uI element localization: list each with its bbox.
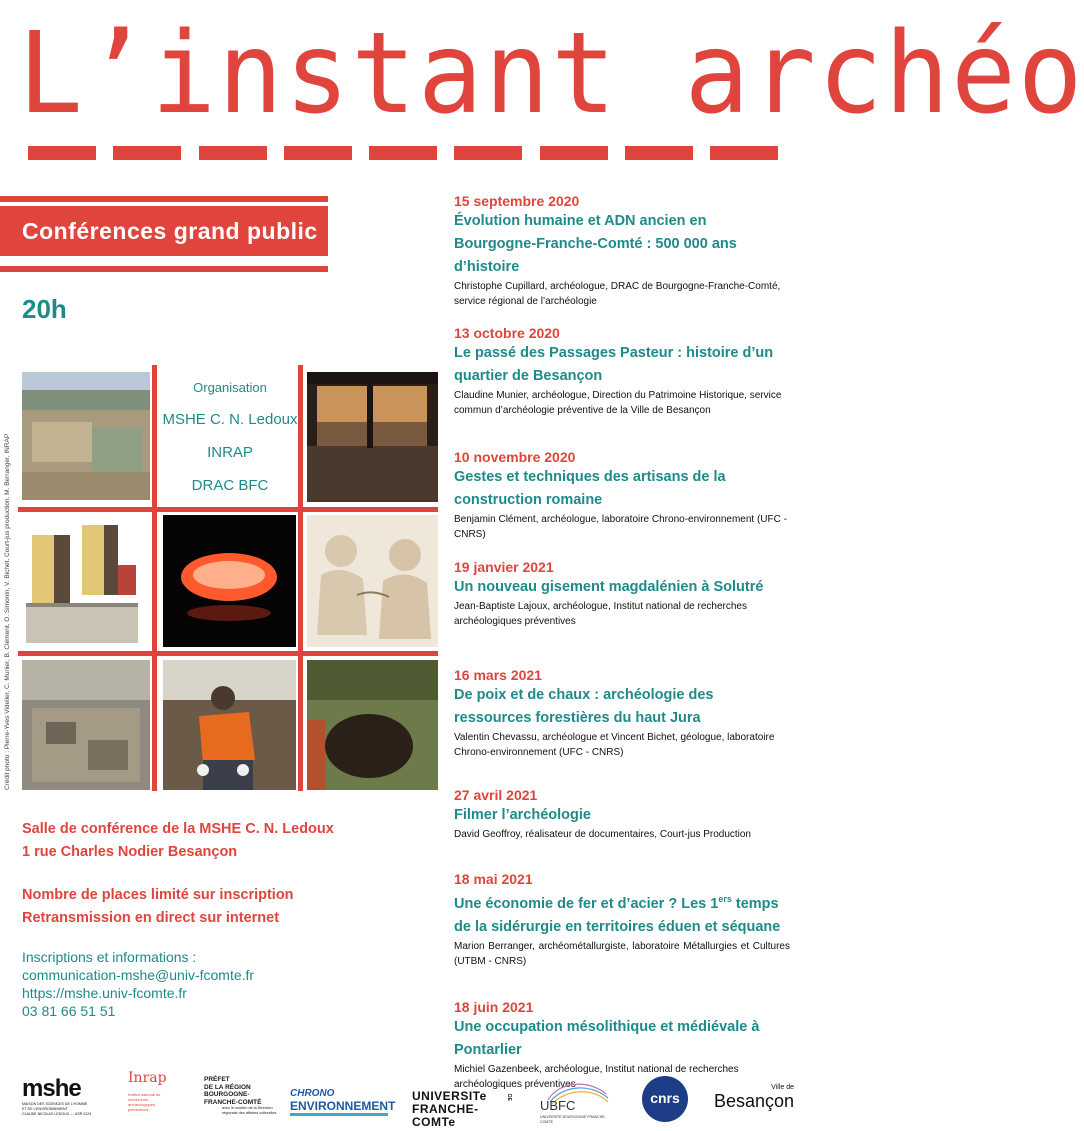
event-speaker: Valentin Chevassu, archéologue et Vincent Bichet, géologue, laboratoire Chrono-environnement (UFC - CNRS) (454, 732, 775, 758)
banner-rule-top (0, 196, 328, 202)
event-item (454, 558, 790, 666)
ubfc-logo: UBFC UNIVERSITÉ BOURGOGNE FRANCHE-COMTÉ (540, 1078, 610, 1126)
event-title: Un nouveau gisement magdalénien à Solutré (454, 579, 764, 595)
grid-divider (298, 365, 303, 791)
program-list (454, 192, 790, 1090)
event-item (454, 192, 790, 324)
mshe-logo: mshe MAISON DES SCIENCES DE L’HOMME ET DE L’ENVIRONNEMENT CLAUDE NICOLAS LEDOUX — USR 3124 (22, 1075, 92, 1116)
prefet-logo: PRÉFET DE LA RÉGION BOURGOGNE- FRANCHE-COMTÉ avec le soutien de la Direction régionale des affaires culturelles (204, 1076, 277, 1115)
organisation-block (162, 372, 298, 494)
ufc-logo: UNIVERSITe FRANCHE-COMTe DE (412, 1089, 512, 1129)
organisation-item: DRAC BFC (191, 477, 269, 494)
event-title: Gestes et techniques des artisans de la construction romaine (454, 469, 726, 508)
chrono-environnement-logo: CHRONO ENVIRONNEMENT (290, 1088, 388, 1116)
event-item (454, 786, 790, 870)
event-date: 13 octobre 2020 (454, 325, 560, 341)
contact-info (22, 948, 254, 1020)
title-dashes (28, 146, 778, 160)
contact-url[interactable]: https://mshe.univ-fcomte.fr (22, 985, 187, 1001)
grid-divider (152, 365, 157, 791)
event-speaker: Michiel Gazenbeek, archéologue, Institut national de recherches archéologiques préventives (454, 1064, 739, 1090)
venue (22, 818, 334, 864)
event-item (454, 666, 790, 786)
event-title-sup: ers (718, 894, 732, 904)
event-date: 10 novembre 2020 (454, 449, 576, 465)
event-title: Filmer l’archéologie (454, 807, 591, 823)
organisation-item: MSHE C. N. Ledoux (162, 411, 298, 428)
event-date: 19 janvier 2021 (454, 559, 554, 575)
event-date: 27 avril 2021 (454, 787, 538, 803)
event-date: 16 mars 2021 (454, 667, 542, 683)
event-item (454, 324, 790, 448)
event-title-part: temps de la sidérurgie en territoires éduen et séquane (454, 895, 781, 935)
inrap-logo: Inrap Institut national de recherches archéologiques préventives (128, 1070, 167, 1112)
event-title (454, 888, 790, 939)
event-speaker: David Geoffroy, réalisateur de documentaires, Court-jus Production (454, 829, 751, 840)
places-line: Retransmission en direct sur internet (22, 910, 280, 926)
event-title-part: Une économie de fer et d’acier ? Les 1 (454, 895, 719, 912)
event-speaker: Claudine Munier, archéologue, Direction du Patrimoine Historique, service commun d’archéologie préventive de la Ville de Besançon (454, 390, 782, 416)
event-item (454, 870, 790, 998)
illustration-roman-wall (22, 515, 150, 647)
event-title: Une occupation mésolithique et médiévale à Pontarlier (454, 1019, 760, 1058)
places-info (22, 884, 294, 930)
event-title: Évolution humaine et ADN ancien en Bourgogne-Franche-Comté : 500 000 ans d’histoire (454, 213, 737, 275)
event-speaker: Benjamin Clément, archéologue, laboratoire Chrono-environnement (UFC - CNRS) (454, 514, 787, 540)
photo-excavation-aerial (22, 372, 150, 500)
venue-line: 1 rue Charles Nodier Besançon (22, 844, 238, 860)
time: 20h (22, 294, 67, 324)
cnrs-logo: cnrs (642, 1076, 688, 1122)
organisation-label: Organisation (193, 380, 267, 395)
event-speaker: Jean-Baptiste Lajoux, archéologue, Institut national de recherches archéologiques préventives (454, 601, 747, 627)
event-speaker: Christophe Cupillard, archéologue, DRAC de Bourgogne-Franche-Comté, service régional de l’archéologie (454, 281, 781, 307)
event-item (454, 448, 790, 558)
partner-logos (0, 1066, 800, 1131)
contact-phone: 03 81 66 51 51 (22, 1003, 116, 1019)
banner: Conférences grand public (0, 206, 328, 256)
event-item (454, 998, 790, 1090)
grid-divider (18, 507, 438, 512)
event-title: De poix et de chaux : archéologie des ressources forestières du haut Jura (454, 687, 714, 726)
grid-divider (18, 651, 438, 656)
photo-glowing-ingot (163, 515, 296, 647)
contact-email[interactable]: communication-mshe@univ-fcomte.fr (22, 967, 255, 983)
poster-title: L’instant archéo (18, 9, 1084, 139)
photo-credit: Crédit photo : Pierre-Yves Videlier, C. Munier, B. Clément, O. Simonin, V. Bichet, Court-jus production, M. Berranger, INRAP (4, 433, 11, 790)
organisation-item: INRAP (207, 444, 253, 461)
contact-label: Inscriptions et informations : (22, 949, 197, 965)
besancon-logo: Ville de Besançon (713, 1084, 794, 1111)
event-title: Le passé des Passages Pasteur : histoire d’un quartier de Besançon (454, 345, 774, 384)
illustration-prehistoric-people (307, 515, 438, 647)
photo-window-sunset (307, 372, 438, 502)
venue-line: Salle de conférence de la MSHE C. N. Ledoux (22, 821, 334, 837)
photo-urban-excavation (22, 660, 150, 790)
places-line: Nombre de places limité sur inscription (22, 887, 294, 903)
event-speaker: Marion Berranger, archéométallurgiste, laboratoire Métallurgies et Cultures (UTBM - CNRS) (454, 940, 790, 967)
banner-rule-bottom (0, 266, 328, 272)
event-date: 15 septembre 2020 (454, 193, 580, 209)
photo-forest-pit (307, 660, 438, 790)
event-date: 18 mai 2021 (454, 871, 533, 887)
photo-archaeologist-digging (163, 660, 296, 790)
event-date: 18 juin 2021 (454, 999, 534, 1015)
